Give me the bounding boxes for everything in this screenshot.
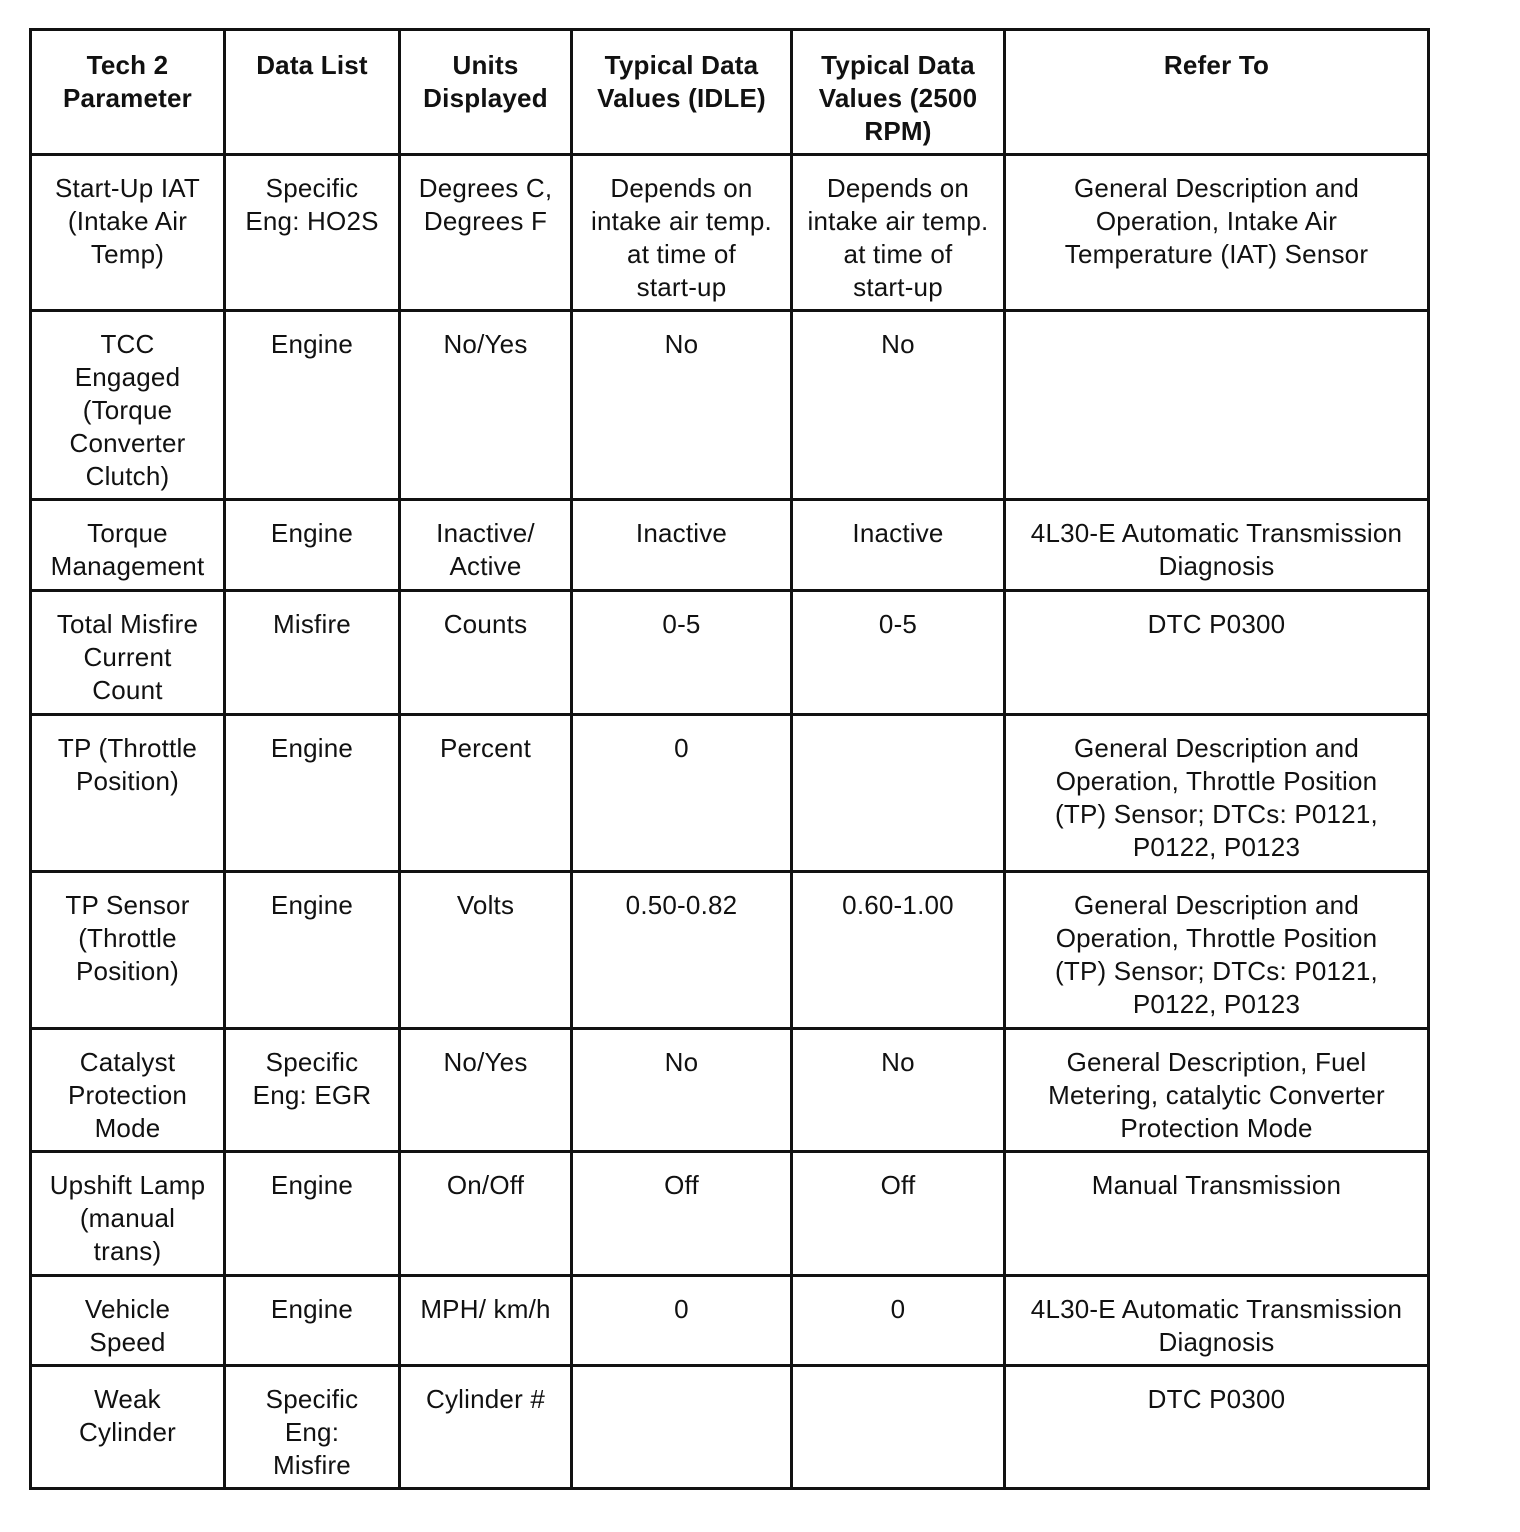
cell-text: 0-5	[878, 609, 918, 639]
table-cell	[1005, 311, 1429, 500]
table-cell	[572, 715, 792, 872]
header-label: Data List	[256, 50, 368, 80]
cell-text: 4L30-E Automatic Transmission Diagnosis	[1030, 1294, 1403, 1357]
cell-text: Degrees C, Degrees F	[418, 173, 553, 236]
table-cell	[792, 311, 1005, 500]
cell-text: 0-5	[662, 609, 701, 639]
table-cell	[400, 1152, 572, 1276]
cell-text: Off	[880, 1170, 916, 1200]
table-cell	[400, 591, 572, 715]
table-cell	[225, 1366, 400, 1489]
header-label: Tech 2 Parameter	[63, 50, 192, 113]
cell-text: DTC P0300	[1147, 1384, 1286, 1414]
table-cell	[792, 1152, 1005, 1276]
table-cell	[225, 500, 400, 591]
cell-text: Inactive	[852, 518, 944, 548]
table-cell	[572, 1152, 792, 1276]
table-row	[31, 500, 1429, 591]
cell-text: MPH/ km/h	[420, 1294, 551, 1324]
table-row	[31, 872, 1429, 1029]
table-cell	[225, 1276, 400, 1366]
cell-text: Percent	[439, 733, 531, 763]
table-cell	[572, 311, 792, 500]
data-table	[29, 28, 1430, 1490]
cell-text: TCC Engaged (Torque Converter Clutch)	[69, 329, 186, 491]
table-row	[31, 1152, 1429, 1276]
cell-text: Total Misfire Current Count	[56, 609, 199, 705]
cell-text: Engine	[270, 518, 354, 548]
header-label: Units Displayed	[423, 50, 548, 113]
cell-text: 0	[674, 733, 689, 763]
table-cell	[572, 1029, 792, 1152]
table-cell	[792, 1029, 1005, 1152]
header-cell-refer-to	[1005, 30, 1429, 155]
table-row	[31, 155, 1429, 311]
cell-text: Vehicle Speed	[84, 1294, 171, 1357]
cell-text: Manual Transmission	[1091, 1170, 1342, 1200]
table-cell	[225, 715, 400, 872]
table-cell	[792, 715, 1005, 872]
table-cell	[225, 591, 400, 715]
cell-text: 4L30-E Automatic Transmission Diagnosis	[1030, 518, 1403, 581]
cell-text: Specific Eng: HO2S	[245, 173, 379, 236]
cell-text: No	[664, 1047, 699, 1077]
table-cell	[1005, 872, 1429, 1029]
cell-text: Specific Eng: EGR	[252, 1047, 372, 1110]
cell-text: DTC P0300	[1147, 609, 1286, 639]
header-label: Refer To	[1163, 50, 1270, 80]
table-row	[31, 591, 1429, 715]
cell-text: General Description and Operation, Throttle Position (TP) Sensor; DTCs: P0121, P0122, P0123	[1055, 890, 1378, 1019]
cell-text: 0	[890, 1294, 906, 1324]
header-cell-units	[400, 30, 572, 155]
table-cell	[400, 715, 572, 872]
cell-text: Depends on intake air temp. at time of start-up	[591, 173, 772, 302]
header-cell-idle	[572, 30, 792, 155]
table-cell	[1005, 155, 1429, 311]
table-cell	[1005, 1276, 1429, 1366]
table-cell	[1005, 1366, 1429, 1489]
table-cell	[792, 591, 1005, 715]
table-cell	[1005, 1029, 1429, 1152]
cell-text: Off	[664, 1170, 699, 1200]
table-cell	[792, 1366, 1005, 1489]
table-header	[31, 30, 1429, 155]
header-label: Typical Data Values (2500 RPM)	[818, 50, 978, 146]
cell-text: Engine	[270, 329, 354, 359]
table-cell	[400, 311, 572, 500]
cell-text: Inactive	[635, 518, 728, 548]
cell-text: General Description and Operation, Throttle Position (TP) Sensor; DTCs: P0121, P0122, P0123	[1055, 733, 1378, 862]
table-cell	[225, 1152, 400, 1276]
table-cell	[792, 1276, 1005, 1366]
table-cell	[1005, 1152, 1429, 1276]
table-cell	[225, 1029, 400, 1152]
table-cell	[400, 500, 572, 591]
table-cell	[572, 500, 792, 591]
table-cell	[792, 500, 1005, 591]
cell-text: Volts	[456, 890, 515, 920]
table-cell	[572, 591, 792, 715]
cell-text: Engine	[270, 890, 354, 920]
table-cell	[31, 311, 225, 500]
table-cell	[792, 872, 1005, 1029]
table-cell	[1005, 591, 1429, 715]
cell-text: Start-Up IAT (Intake Air Temp)	[55, 173, 200, 269]
cell-text: No/Yes	[443, 1047, 528, 1077]
table-cell	[572, 1366, 792, 1489]
table-cell	[1005, 500, 1429, 591]
table-row	[31, 1029, 1429, 1152]
header-cell-2500rpm	[792, 30, 1005, 155]
table-cell	[31, 155, 225, 311]
header-row	[31, 30, 1429, 155]
cell-text: No/Yes	[443, 329, 528, 359]
table-cell	[225, 311, 400, 500]
table-cell	[31, 1366, 225, 1489]
cell-text: On/Off	[446, 1170, 525, 1200]
cell-text: Counts	[443, 609, 528, 639]
cell-text: No	[664, 329, 699, 359]
table-cell	[400, 155, 572, 311]
table-cell	[1005, 715, 1429, 872]
table-cell	[31, 1029, 225, 1152]
table-cell	[31, 591, 225, 715]
cell-text: TP Sensor (Throttle Position)	[65, 890, 190, 986]
cell-text: Catalyst Protection Mode	[67, 1047, 188, 1143]
cell-text: Weak Cylinder	[79, 1384, 176, 1447]
table-cell	[31, 872, 225, 1029]
table-cell	[31, 500, 225, 591]
table-cell	[400, 1276, 572, 1366]
cell-text: 0.50-0.82	[625, 890, 738, 920]
cell-text: Engine	[270, 733, 354, 763]
cell-text: Specific Eng: Misfire	[265, 1384, 359, 1480]
cell-text: Torque Management	[50, 518, 205, 581]
cell-text: No	[881, 1047, 915, 1077]
table-row	[31, 1276, 1429, 1366]
header-cell-parameter	[31, 30, 225, 155]
table-row	[31, 311, 1429, 500]
cell-text: Misfire	[273, 609, 351, 639]
cell-text: Depends on intake air temp. at time of start-up	[807, 173, 989, 302]
cell-text: Inactive/ Active	[436, 518, 535, 581]
cell-text: Engine	[270, 1170, 354, 1200]
table-row	[31, 715, 1429, 872]
table-cell	[572, 1276, 792, 1366]
table-cell	[792, 155, 1005, 311]
table-cell	[572, 872, 792, 1029]
table-cell	[31, 1152, 225, 1276]
cell-text: General Description and Operation, Intake Air Temperature (IAT) Sensor	[1064, 173, 1369, 269]
cell-text: General Description, Fuel Metering, catalytic Converter Protection Mode	[1048, 1047, 1385, 1143]
table-cell	[225, 155, 400, 311]
header-label: Typical Data Values (IDLE)	[597, 50, 766, 113]
table-body	[31, 155, 1429, 1489]
table-cell	[400, 1366, 572, 1489]
cell-text: Engine	[270, 1294, 354, 1324]
table-cell	[400, 872, 572, 1029]
table-cell	[225, 872, 400, 1029]
table-cell	[31, 1276, 225, 1366]
table-cell	[572, 155, 792, 311]
cell-text: TP (Throttle Position)	[57, 733, 198, 796]
cell-text: Upshift Lamp (manual trans)	[49, 1170, 206, 1266]
table-cell	[400, 1029, 572, 1152]
cell-text: 0.60-1.00	[842, 890, 954, 920]
table-cell	[31, 715, 225, 872]
cell-text: 0	[674, 1294, 689, 1324]
cell-text: No	[881, 329, 915, 359]
table-row	[31, 1366, 1429, 1489]
cell-text: Cylinder #	[425, 1384, 546, 1414]
header-cell-data-list	[225, 30, 400, 155]
